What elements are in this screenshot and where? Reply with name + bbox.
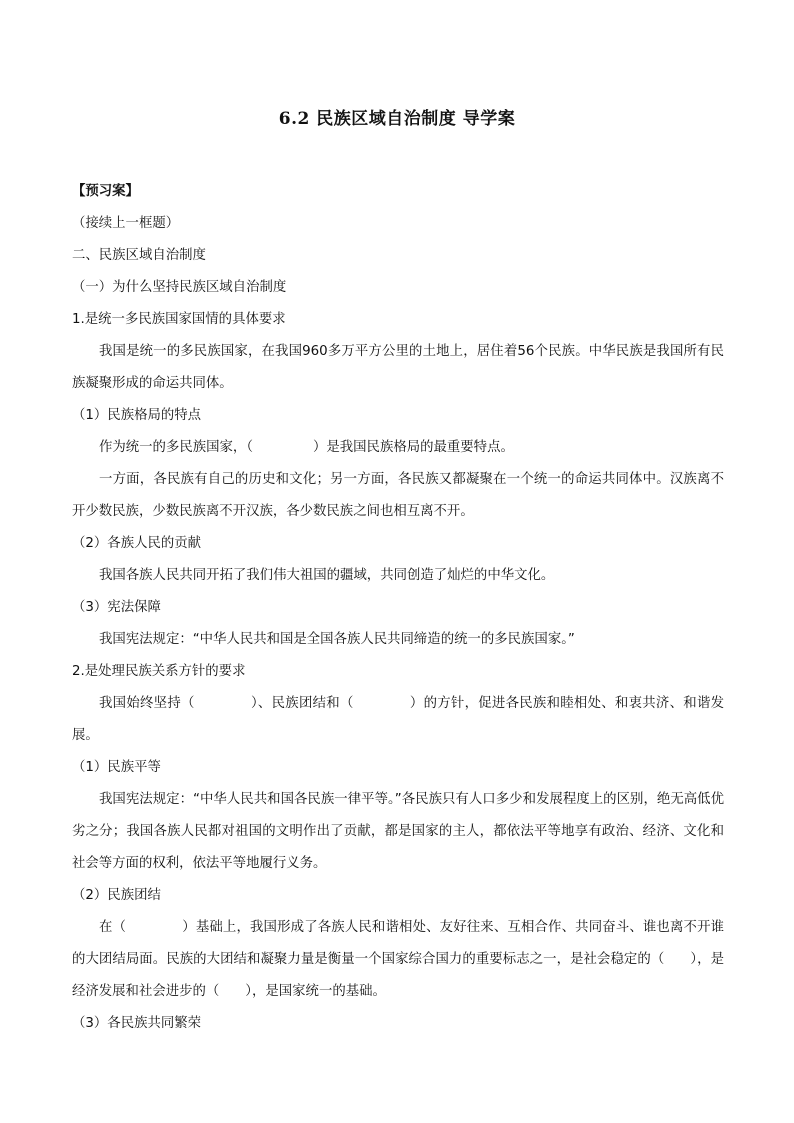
text-segment: ）是我国民族格局的最重要特点。 bbox=[313, 440, 514, 455]
item-1-3-heading: （3）宪法保障 bbox=[72, 600, 161, 615]
point-2-heading: 2.是处理民族关系方针的要求 bbox=[72, 664, 246, 679]
subheading-why: （一）为什么坚持民族区域自治制度 bbox=[72, 280, 287, 295]
page-title: 6.2 民族区域自治制度 导学案 bbox=[278, 109, 516, 129]
paragraph-intro: 我国是统一的多民族国家，在我国960多万平方公里的土地上，居住着56个民族。中华民族是我国所有民族凝聚形成的命运共同体。 bbox=[72, 344, 724, 391]
item-2-2-heading: （2）民族团结 bbox=[72, 888, 161, 903]
text-segment: ）基础上，我国形成了各族人民和谐相处、友好往来、互相合作、共同奋斗、谁也离不开谁的大团结局面。民族的大团结和凝聚力量是衡量一个国家综合国力的重要标志之一，是社会稳定的（ bbox=[72, 920, 725, 967]
text-segment: ）、民族团结和（ bbox=[250, 696, 354, 711]
paragraph-2-1: 我国宪法规定：“中华人民共和国各民族一律平等。”各民族只有人口多少和发展程度上的区别，绝无高低优劣之分；我国各族人民都对祖国的文明作出了贡献，都是国家的主人，都依法平等地享有政治、经济、文化和社会等方面的权利，依法平等地履行义务。 bbox=[72, 792, 724, 871]
paragraph-1-1a bbox=[72, 432, 724, 464]
paragraph-1-3: 我国宪法规定：“中华人民共和国是全国各族人民共同缔造的统一的多民族国家。” bbox=[99, 632, 575, 647]
item-2-1-heading: （1）民族平等 bbox=[72, 760, 161, 775]
paragraph-1-2: 我国各族人民共同开拓了我们伟大祖国的疆域，共同创造了灿烂的中华文化。 bbox=[99, 568, 555, 583]
item-1-1-heading: （1）民族格局的特点 bbox=[72, 408, 202, 423]
text-segment: ），是经济发展和社会进步的（ bbox=[72, 952, 724, 999]
text-segment: 在（ bbox=[99, 920, 127, 935]
point-1-heading: 1.是统一多民族国家国情的具体要求 bbox=[72, 312, 286, 327]
paragraph-2 bbox=[72, 688, 724, 752]
section-header: 【预习案】 bbox=[72, 184, 139, 199]
paragraph-2-2 bbox=[72, 912, 724, 1008]
heading-national-autonomy: 二、民族区域自治制度 bbox=[72, 248, 206, 263]
text-segment: ），是国家统一的基础。 bbox=[245, 984, 386, 999]
document-body bbox=[72, 176, 724, 1040]
item-1-2-heading: （2）各族人民的贡献 bbox=[72, 536, 202, 551]
text-segment: 作为统一的多民族国家，（ bbox=[99, 440, 253, 455]
text-segment: 我国始终坚持（ bbox=[99, 696, 195, 711]
item-2-3-heading: （3）各民族共同繁荣 bbox=[72, 1016, 202, 1031]
text-segment: ）的方针，促进各民族和睦相处、和衷共济、和谐发展。 bbox=[72, 696, 725, 743]
continuation-note: （接续上一框题） bbox=[72, 216, 180, 231]
paragraph-1-1b: 一方面，各民族有自己的历史和文化；另一方面，各民族又都凝聚在一个统一的命运共同体中。汉族离不开少数民族，少数民族离不开汉族，各少数民族之间也相互离不开。 bbox=[72, 472, 724, 519]
